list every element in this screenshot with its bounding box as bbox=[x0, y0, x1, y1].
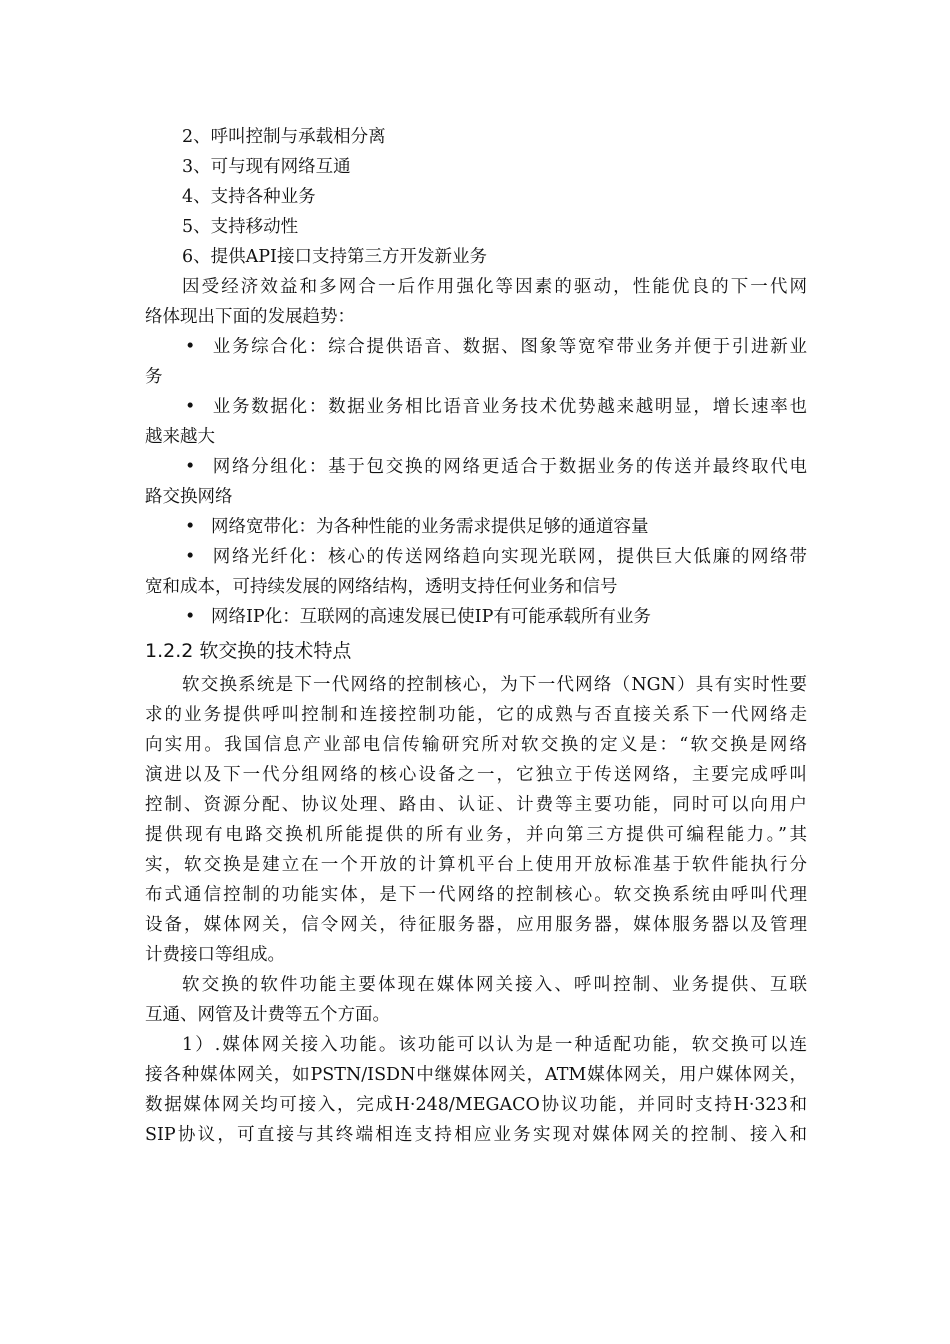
paragraph-line: 接各种媒体网关，如PSTN/ISDN中继媒体网关，ATM媒体网关，用户媒体网关， bbox=[145, 1065, 807, 1085]
section-heading: 1.2.2 软交换的技术特点 bbox=[145, 640, 352, 662]
bullet-icon: • bbox=[185, 337, 196, 357]
paragraph-line: 计费接口等组成。 bbox=[145, 945, 285, 965]
paragraph-line: 数据媒体网关均可接入，完成H·248/MEGACO协议功能，并同时支持H·323和 bbox=[145, 1095, 807, 1115]
paragraph-line: 实，软交换是建立在一个开放的计算机平台上使用开放标准基于软件能执行分 bbox=[145, 855, 807, 875]
trend-continuation: 务 bbox=[145, 367, 163, 387]
bullet-icon: • bbox=[185, 457, 196, 477]
paragraph-line: 控制、资源分配、协议处理、路由、认证、计费等主要功能，同时可以向用户 bbox=[145, 795, 807, 815]
trend-item bbox=[145, 602, 807, 632]
intro-paragraph bbox=[145, 272, 807, 332]
paragraph-line: 演进以及下一代分组网络的核心设备之一，它独立于传送网络，主要完成呼叫 bbox=[145, 765, 807, 785]
document-body bbox=[145, 122, 807, 1150]
trend-text: 网络IP化：互联网的高速发展已使IP有可能承载所有业务 bbox=[211, 607, 651, 627]
paragraph-line: 设备，媒体网关，信令网关，待征服务器，应用服务器，媒体服务器以及管理 bbox=[145, 915, 807, 935]
trend-text: 业务综合化：综合提供语音、数据、图象等宽窄带业务并便于引进新业 bbox=[211, 337, 807, 357]
paragraph-functions bbox=[145, 970, 807, 1030]
paragraph-line: 求的业务提供呼叫控制和连接控制功能，它的成熟与否直接关系下一代网络走 bbox=[145, 705, 807, 725]
paragraph-line: 向实用。我国信息产业部电信传输研究所对软交换的定义是：“软交换是网络 bbox=[145, 735, 807, 755]
paragraph-gateway-access bbox=[145, 1030, 807, 1150]
trend-continuation: 越来越大 bbox=[145, 427, 215, 447]
numbered-list bbox=[145, 122, 807, 272]
paragraph-line: 软交换系统是下一代网络的控制核心，为下一代网络（NGN）具有实时性要 bbox=[182, 675, 807, 695]
list-item: 3、可与现有网络互通 bbox=[182, 157, 351, 177]
bullet-icon: • bbox=[185, 547, 196, 567]
bullet-icon: • bbox=[185, 397, 196, 417]
trend-list bbox=[145, 332, 807, 632]
trend-continuation: 宽和成本，可持续发展的网络结构，透明支持任何业务和信号 bbox=[145, 577, 618, 597]
paragraph-line: 软交换的软件功能主要体现在媒体网关接入、呼叫控制、业务提供、互联 bbox=[182, 975, 807, 995]
list-item: 4、支持各种业务 bbox=[182, 187, 316, 207]
paragraph-line: 互通、网管及计费等五个方面。 bbox=[145, 1005, 390, 1025]
paragraph-line: 提供现有电路交换机所能提供的所有业务，并向第三方提供可编程能力。”其 bbox=[145, 825, 807, 845]
paragraph-line: SIP协议，可直接与其终端相连支持相应业务实现对媒体网关的控制、接入和 bbox=[145, 1125, 807, 1145]
list-item: 2、呼叫控制与承载相分离 bbox=[182, 127, 386, 147]
bullet-icon: • bbox=[185, 517, 196, 537]
trend-item bbox=[145, 332, 807, 392]
bullet-icon: • bbox=[185, 607, 196, 627]
paragraph-line: 因受经济效益和多网合一后作用强化等因素的驱动，性能优良的下一代网 bbox=[182, 277, 807, 297]
trend-text: 业务数据化：数据业务相比语音业务技术优势越来越明显，增长速率也 bbox=[211, 397, 807, 417]
trend-item bbox=[145, 512, 807, 542]
list-item: 6、提供API接口支持第三方开发新业务 bbox=[182, 247, 487, 267]
trend-text: 网络光纤化：核心的传送网络趋向实现光联网，提供巨大低廉的网络带 bbox=[211, 547, 807, 567]
list-item: 5、支持移动性 bbox=[182, 217, 299, 237]
paragraph-line: 1）.媒体网关接入功能。该功能可以认为是一种适配功能，软交换可以连 bbox=[182, 1035, 807, 1055]
trend-item bbox=[145, 392, 807, 452]
paragraph-line: 布式通信控制的功能实体，是下一代网络的控制核心。软交换系统由呼叫代理 bbox=[145, 885, 807, 905]
paragraph-line: 络体现出下面的发展趋势： bbox=[145, 307, 355, 327]
trend-text: 网络宽带化：为各种性能的业务需求提供足够的通道容量 bbox=[211, 517, 649, 537]
trend-item bbox=[145, 452, 807, 512]
trend-item bbox=[145, 542, 807, 602]
trend-continuation: 路交换网络 bbox=[145, 487, 233, 507]
paragraph-definition bbox=[145, 670, 807, 970]
trend-text: 网络分组化：基于包交换的网络更适合于数据业务的传送并最终取代电 bbox=[211, 457, 807, 477]
